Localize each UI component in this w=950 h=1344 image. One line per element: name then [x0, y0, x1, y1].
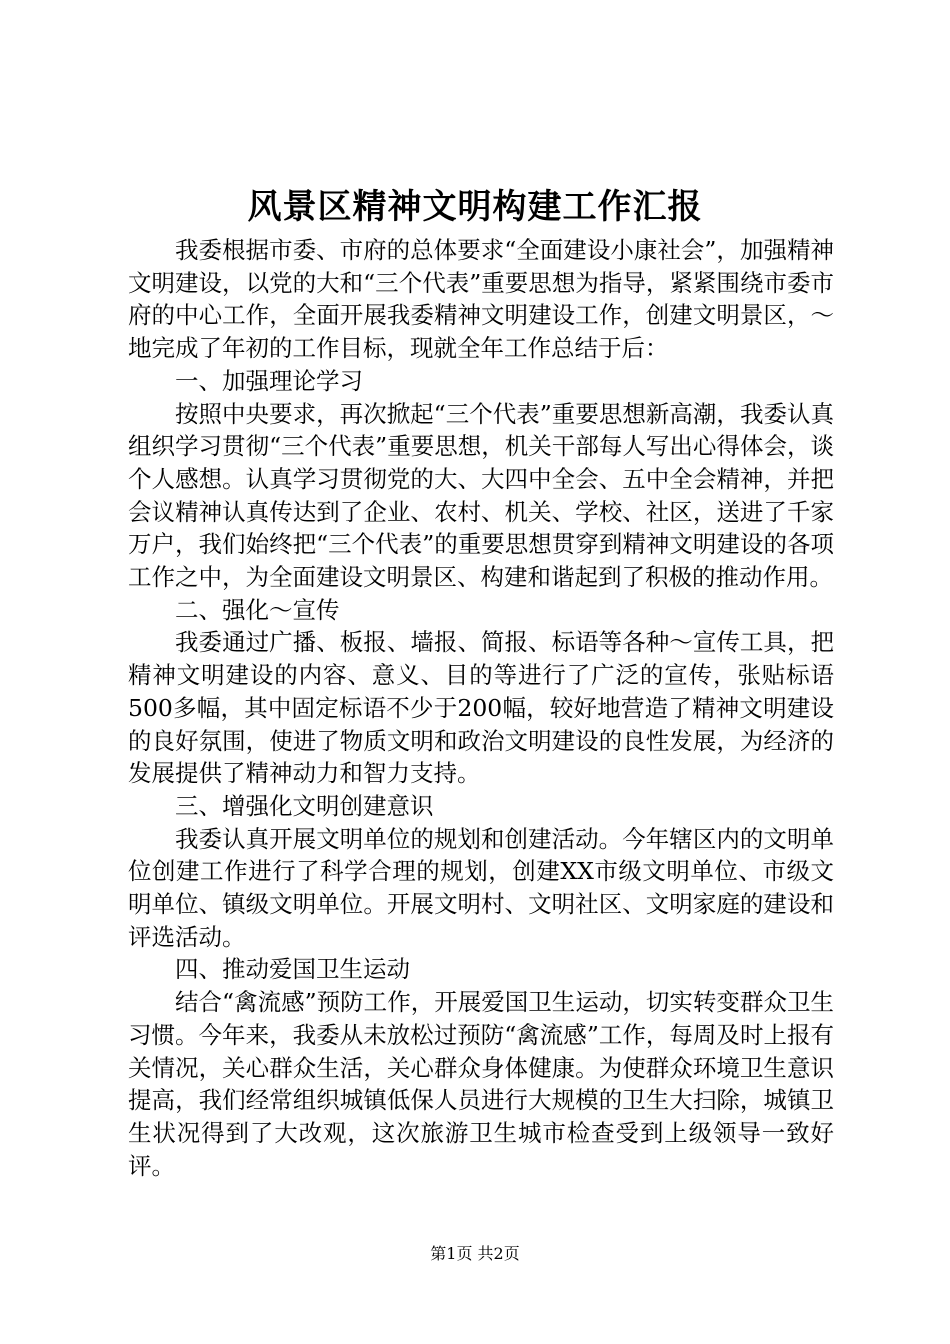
section-heading-3: 三、增强化文明创建意识 [175, 791, 434, 820]
section-body-4: 结合“禽流感”预防工作，开展爱国卫生运动，切实转变群众卫生习惯。今年来，我委从未放松过预防“禽流感”工作，每周及时上报有关情况，关心群众生活，关心群众身体健康。为使群众环境卫生意识提高，我们经常组织城镇低保人员进行大规模的卫生大扫除，城镇卫生状况得到了大改观，这次旅游卫生城市检查受到上级领导一致好评。 [128, 988, 834, 1180]
section-body-1: 按照中央要求，再次掀起“三个代表”重要思想新高潮，我委认真组织学习贯彻“三个代表”重要思想，机关干部每人写出心得体会，谈个人感想。认真学习贯彻党的大、大四中全会、五中全会精神，并把会议精神认真传达到了企业、农村、机关、学校、社区，送进了千家万户，我们始终把“三个代表”的重要思想贯穿到精神文明建设的各项工作之中，为全面建设文明景区、构建和谐起到了积极的推动作用。 [128, 399, 834, 592]
section-body-3: 我委认真开展文明单位的规划和创建活动。今年辖区内的文明单位创建工作进行了科学合理的规划，创建XX市级文明单位、市级文明单位、镇级文明单位。开展文明村、文明社区、文明家庭的建设和评选活动。 [128, 824, 834, 951]
intro-paragraph: 我委根据市委、市府的总体要求“全面建设小康社会”，加强精神文明建设，以党的大和“三个代表”重要思想为指导，紧紧围绕市委市府的中心工作，全面开展我委精神文明建设工作，创建文明景区，～地完成了年初的工作目标，现就全年工作总结于后： [128, 236, 834, 363]
document-body [128, 234, 834, 1182]
section-heading-4: 四、推动爱国卫生运动 [175, 955, 410, 984]
document-title: 风景区精神文明构建工作汇报 [247, 187, 703, 227]
section-body-2: 我委通过广播、板报、墙报、简报、标语等各种～宣传工具，把精神文明建设的内容、意义、目的等进行了广泛的宣传，张贴标语500多幅，其中固定标语不少于200幅，较好地营造了精神文明建设的良好氛围，使进了物质文明和政治文明建设的良性发展，为经济的发展提供了精神动力和智力支持。 [128, 628, 834, 788]
section-heading-1: 一、加强理论学习 [175, 366, 363, 395]
section-heading-2: 二、强化～宣传 [175, 595, 340, 624]
page-footer: 第1页 共2页 [430, 1244, 520, 1263]
